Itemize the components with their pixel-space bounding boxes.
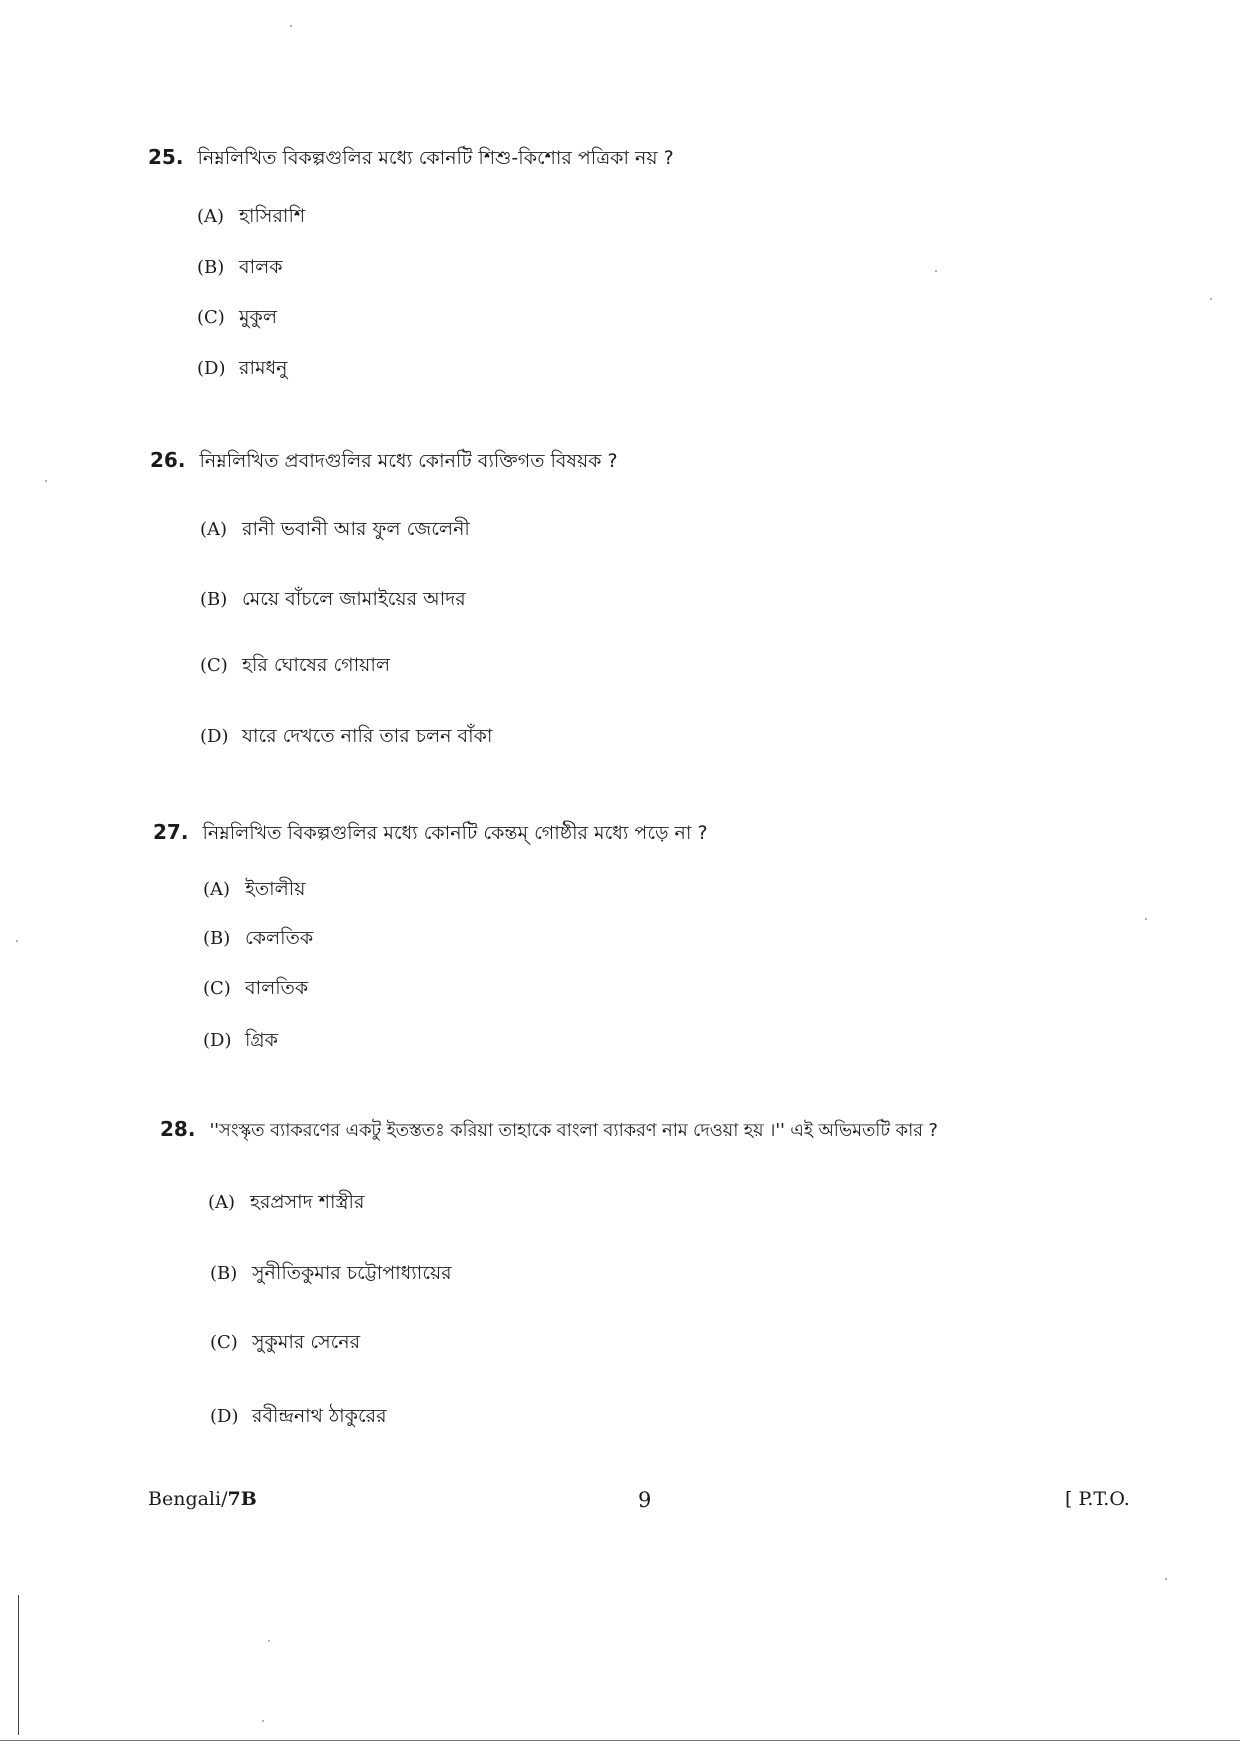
question-stem bbox=[148, 143, 674, 172]
scan-edge-line bbox=[18, 1595, 19, 1735]
question-text: নিম্নলিখিত বিকল্পগুলির মধ্যে কোনটি শিশু-কিশোর পত্রিকা নয় ? bbox=[197, 147, 674, 169]
option-a bbox=[208, 1188, 364, 1217]
option-label: (D) bbox=[200, 726, 229, 747]
footer-subject: Bengali/ bbox=[148, 1488, 228, 1510]
footer-subject-code bbox=[148, 1488, 257, 1510]
option-c bbox=[200, 651, 390, 680]
scan-speck bbox=[935, 270, 937, 272]
option-b bbox=[203, 924, 313, 953]
option-label: (A) bbox=[208, 1192, 236, 1213]
option-label: (B) bbox=[210, 1263, 238, 1284]
option-text: সুনীতিকুমার চট্টোপাধ্যায়ের bbox=[252, 1262, 452, 1284]
option-d bbox=[203, 1026, 278, 1055]
scan-speck bbox=[1165, 1578, 1167, 1580]
scan-speck bbox=[262, 1720, 264, 1722]
scan-speck bbox=[1145, 918, 1147, 920]
option-label: (B) bbox=[197, 257, 225, 278]
question-number: 25. bbox=[148, 145, 184, 169]
question-number: 28. bbox=[160, 1117, 196, 1141]
option-text: মুকুল bbox=[239, 306, 277, 328]
option-text: যারে দেখতে নারি তার চলন বাঁকা bbox=[242, 725, 493, 747]
option-label: (A) bbox=[197, 206, 225, 227]
option-a bbox=[203, 875, 305, 904]
question-stem bbox=[153, 818, 708, 847]
option-label: (D) bbox=[210, 1406, 239, 1427]
option-text: বালক bbox=[239, 256, 283, 278]
option-text: মেয়ে বাঁচলে জামাইয়ের আদর bbox=[242, 588, 466, 610]
option-c bbox=[203, 974, 308, 1003]
option-b bbox=[210, 1259, 452, 1288]
option-label: (C) bbox=[197, 307, 225, 328]
scan-speck bbox=[268, 1640, 270, 1642]
option-text: রামধনু bbox=[239, 357, 288, 379]
option-d bbox=[200, 722, 492, 751]
option-label: (C) bbox=[203, 978, 231, 999]
scan-bottom-line bbox=[0, 1740, 1240, 1741]
footer-code: 7B bbox=[227, 1488, 257, 1510]
option-a bbox=[197, 202, 305, 231]
option-text: রবীন্দ্রনাথ ঠাকুরের bbox=[252, 1405, 387, 1427]
option-text: ইতালীয় bbox=[245, 878, 306, 900]
question-number: 26. bbox=[150, 448, 186, 472]
option-c bbox=[210, 1328, 360, 1357]
option-label: (D) bbox=[203, 1030, 232, 1051]
pto-marker: [ P.T.O. bbox=[1065, 1488, 1130, 1510]
option-text: হরি ঘোষের গোয়াল bbox=[242, 654, 390, 676]
option-d bbox=[197, 354, 288, 383]
option-text: বালতিক bbox=[245, 977, 309, 999]
question-text: নিম্নলিখিত বিকল্পগুলির মধ্যে কোনটি কেন্তম্ গোষ্ঠীর মধ্যে পড়ে না ? bbox=[202, 822, 708, 844]
option-b bbox=[197, 253, 283, 282]
question-stem bbox=[150, 446, 618, 475]
option-text: সুকুমার সেনের bbox=[252, 1331, 361, 1353]
option-text: হাসিরাশি bbox=[239, 205, 306, 227]
option-b bbox=[200, 585, 466, 614]
option-label: (A) bbox=[203, 879, 231, 900]
option-c bbox=[197, 303, 277, 332]
option-text: গ্রিক bbox=[245, 1029, 278, 1051]
option-d bbox=[210, 1402, 387, 1431]
option-a bbox=[200, 515, 470, 544]
option-label: (C) bbox=[200, 655, 228, 676]
option-label: (A) bbox=[200, 519, 228, 540]
scan-speck bbox=[16, 940, 18, 942]
scan-speck bbox=[45, 480, 47, 482]
question-text: নিম্নলিখিত প্রবাদগুলির মধ্যে কোনটি ব্যক্তিগত বিষয়ক ? bbox=[199, 450, 618, 472]
option-label: (D) bbox=[197, 358, 226, 379]
page-number: 9 bbox=[638, 1488, 652, 1512]
question-text: ''সংস্কৃত ব্যাকরণের একটু ইতস্ততঃ করিয়া তাহাকে বাংলা ব্যাকরণ নাম দেওয়া হয় ।'' এই অভিমতটি কার ? bbox=[209, 1120, 938, 1141]
option-label: (B) bbox=[200, 589, 228, 610]
option-label: (B) bbox=[203, 928, 231, 949]
question-number: 27. bbox=[153, 820, 189, 844]
scan-speck bbox=[1210, 298, 1212, 300]
option-text: রানী ভবানী আর ফুল জেলেনী bbox=[242, 518, 470, 540]
scan-speck bbox=[290, 25, 292, 27]
option-text: হরপ্রসাদ শাস্ত্রীর bbox=[250, 1191, 365, 1213]
question-stem bbox=[160, 1115, 938, 1145]
option-label: (C) bbox=[210, 1332, 238, 1353]
option-text: কেলতিক bbox=[245, 927, 314, 949]
